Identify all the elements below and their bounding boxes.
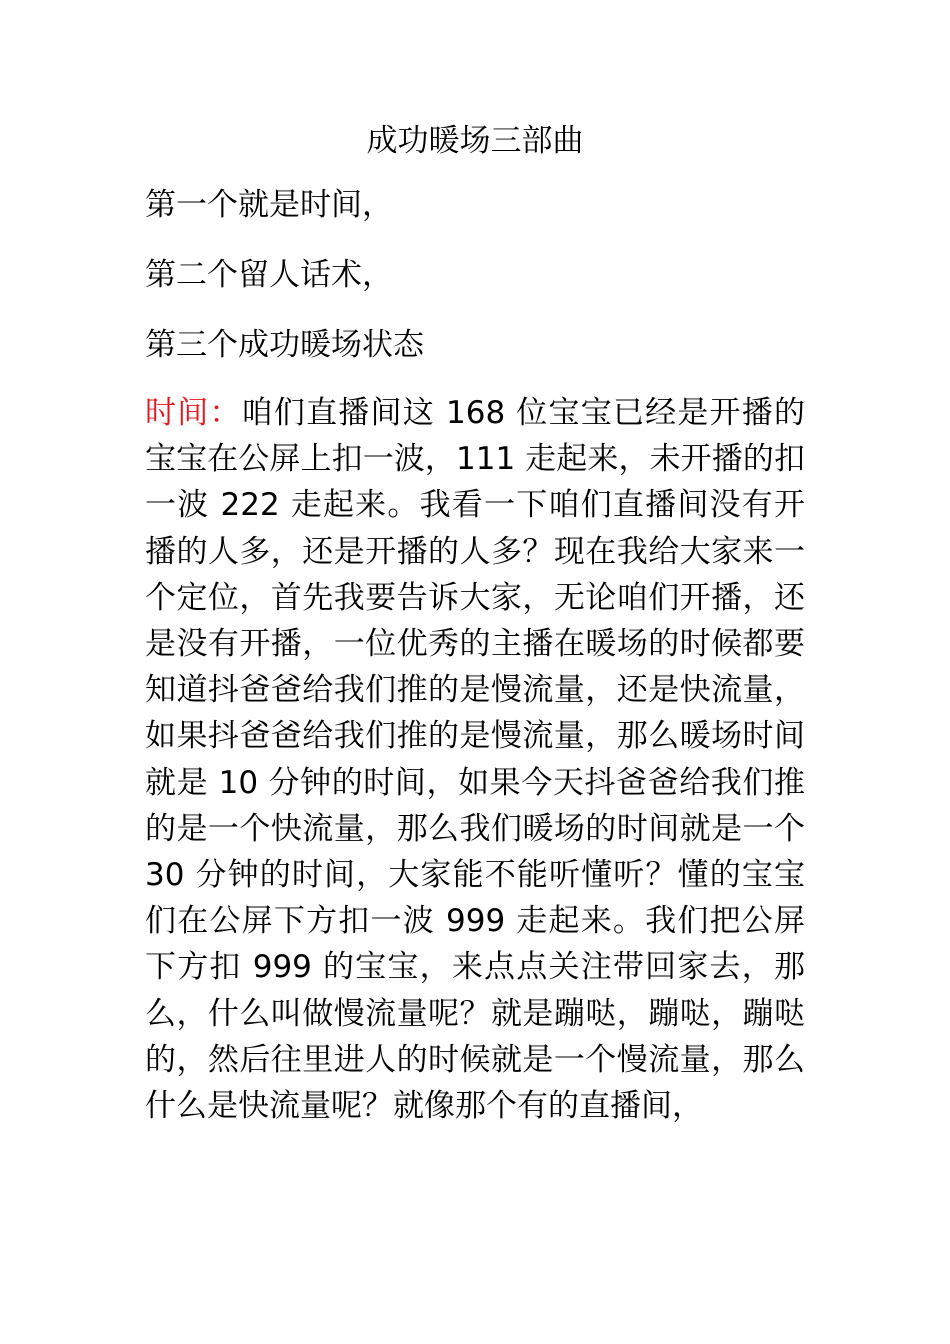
document-content <box>145 180 805 1129</box>
intro-line-2: 第二个留人话术， <box>145 257 393 293</box>
document-title: 成功暖场三部曲 <box>366 123 584 159</box>
body-text: 咱们直播间这 168 位宝宝已经是开播的宝宝在公屏上扣一波，111 走起来，未开播的扣一波 222 走起来。我看一下咱们直播间没有开播的人多，还是开播的人多？现在我给大家来一个定位，首先我要告诉大家，无论咱们开播，还是没有开播，一位优秀的主播在暖场的时候都要知道抖爸爸给我们推的是慢流量，还是快流量，如果抖爸爸给我们推的是慢流量，那么暖场时间就是 10 分钟的时间，如果今天抖爸爸给我们推的是一个快流量，那么我们暖场的时间就是一个 30 分钟的时间，大家能不能听懂听？懂的宝宝们在公屏下方扣一波 999 走起来。我们把公屏下方扣 999 的宝宝，来点点关注带回家去，那么，什么叫做慢流量呢？就是蹦哒，蹦哒，蹦哒的，然后往里进人的时候就是一个慢流量，那么什么是快流量呢？就像那个有的直播间， <box>145 395 805 1125</box>
body-paragraph <box>145 390 805 1129</box>
section-label: 时间： <box>145 395 242 431</box>
intro-line-3: 第三个成功暖场状态 <box>145 327 424 363</box>
intro-line-1: 第一个就是时间， <box>145 187 393 223</box>
